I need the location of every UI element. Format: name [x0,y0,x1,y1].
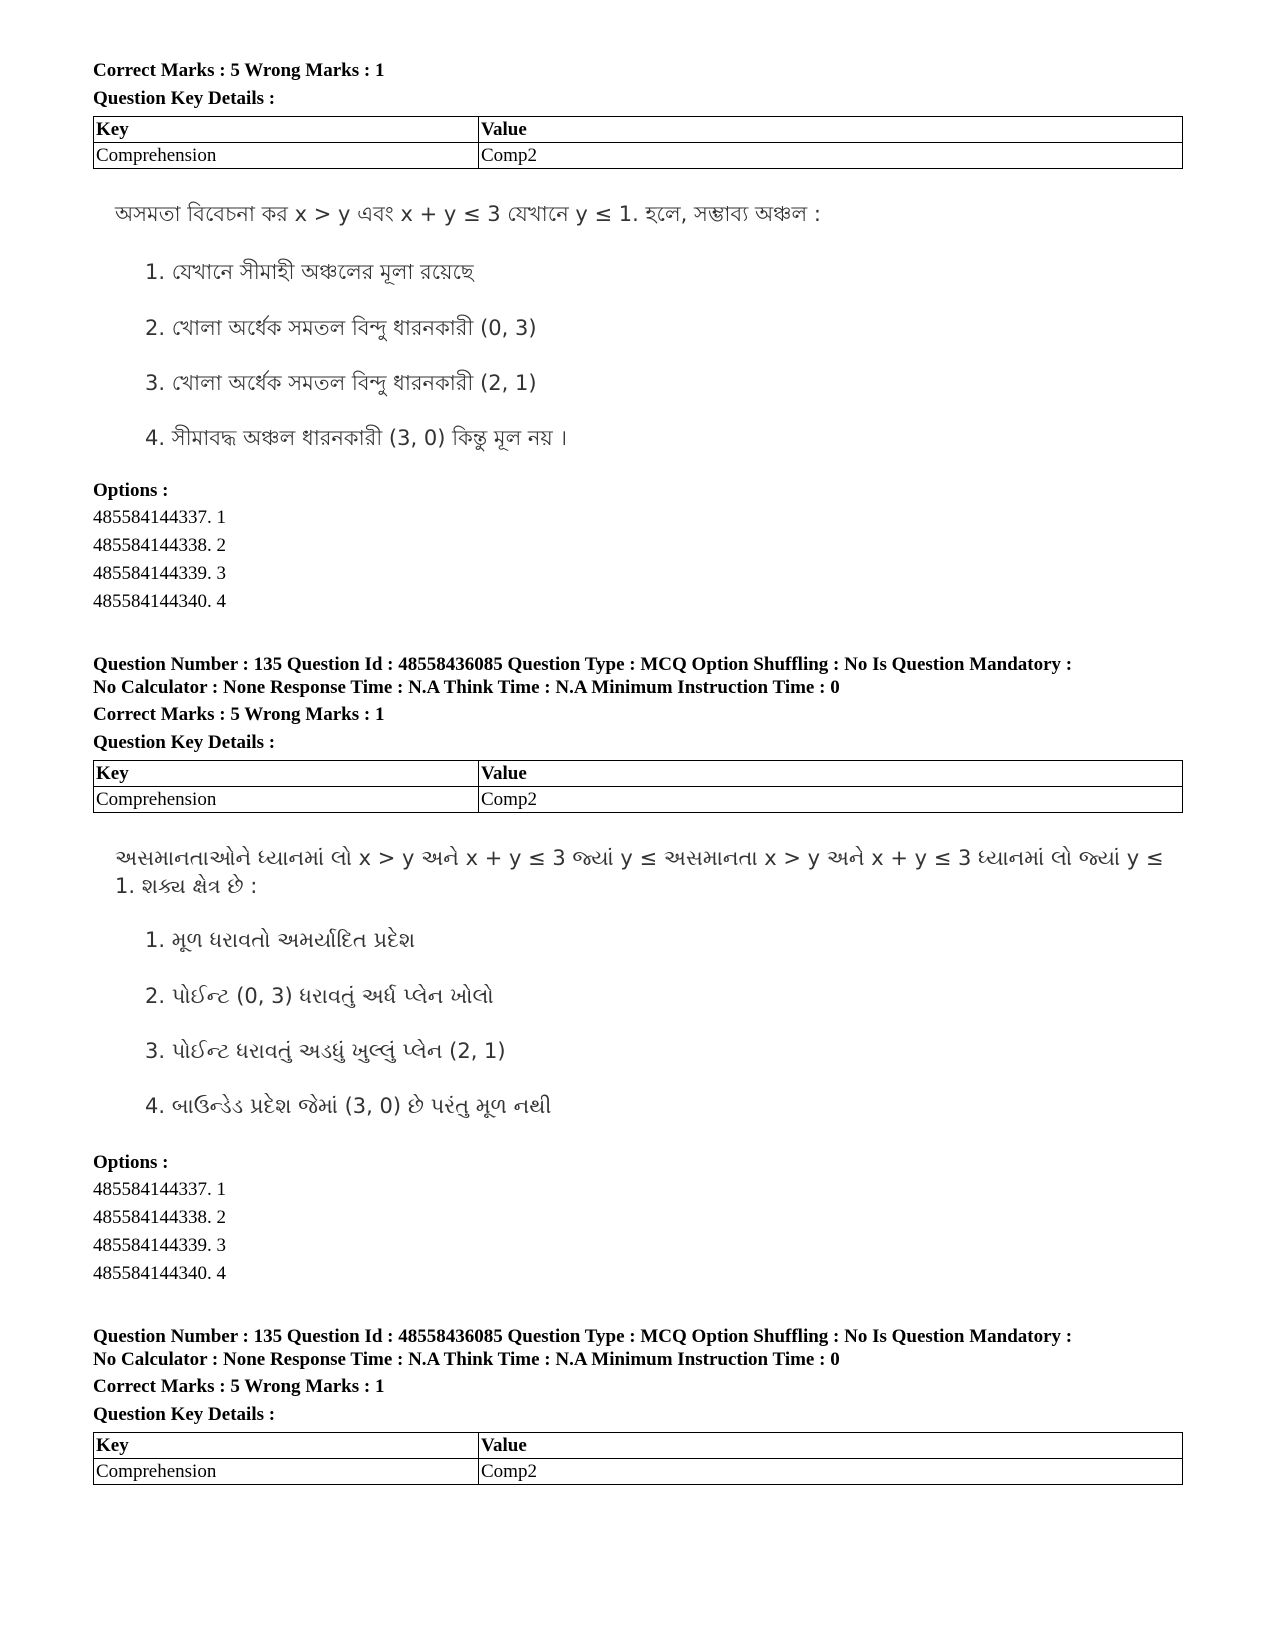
option-item: 485584144339. 3 [93,563,226,584]
question-header-line1: Question Number : 135 Question Id : 48558436085 Question Type : MCQ Option Shuffling : No Is Question Mandatory : [93,1326,1073,1347]
table-row [94,1459,1183,1485]
question-choice-item: 3. પોઈન્ટ ધરાવતું અડધું ખુલ્લું પ્લેન (2, 1) [145,1039,506,1063]
table-row [94,787,1183,813]
table-header-row [94,761,1183,787]
correct-wrong-marks: Correct Marks : 5 Wrong Marks : 1 [93,704,385,725]
question-choice-item: 1. મૂળ ધરાવતો અમર્યાદિત પ્રદેશ [145,928,416,952]
question-header-line1: Question Number : 135 Question Id : 48558436085 Question Type : MCQ Option Shuffling : No Is Question Mandatory : [93,654,1073,675]
question-image-gujarati [115,844,1175,1118]
question-choice-item: 2. પોઈન્ટ (0, 3) ધરાવતું અર્ધ પ્લેન ખોલો [145,984,494,1008]
table-cell-value: Comp2 [479,143,1183,169]
table-header-row [94,117,1183,143]
option-item: 485584144337. 1 [93,1179,226,1200]
option-item: 485584144340. 4 [93,591,226,612]
question-key-table [93,116,1183,169]
correct-wrong-marks: Correct Marks : 5 Wrong Marks : 1 [93,60,385,81]
question-stem: অসমতা বিবেচনা কর x > y এবং x + y ≤ 3 যেখানে y ≤ 1. হলে, সম্ভাব্য অঞ্চল : [115,202,821,226]
table-cell-key: Comprehension [94,143,479,169]
table-header-key: Key [94,761,479,787]
table-header-value: Value [479,1433,1183,1459]
correct-wrong-marks: Correct Marks : 5 Wrong Marks : 1 [93,1376,385,1397]
question-header-line2: No Calculator : None Response Time : N.A Think Time : N.A Minimum Instruction Time : 0 [93,1349,840,1370]
table-header-value: Value [479,761,1183,787]
question-image-bengali [115,200,1175,450]
table-row [94,143,1183,169]
options-label: Options : [93,480,169,501]
table-cell-key: Comprehension [94,787,479,813]
question-choice-item: 4. সীমাবদ্ধ অঞ্চল ধারনকারী (3, 0) কিন্তু মূল নয় । [145,426,567,450]
question-stem: અસમાનતાઓને ધ્યાનમાં લો x > y અને x + y ≤ 3 જ્યાં y ≤ અસમાનતા x > y અને x + y ≤ 3 ધ્યાનમાં લો જ્યાં y ≤ 1. શક્ય ક્ષેત્ર છે : [115,846,1164,898]
question-key-details-label: Question Key Details : [93,88,276,109]
question-choice-item: 1. যেখানে সীমাহী অঞ্চলের মূলা রয়েছে [145,260,474,284]
table-header-value: Value [479,117,1183,143]
question-key-details-label: Question Key Details : [93,1404,276,1425]
option-item: 485584144339. 3 [93,1235,226,1256]
question-choice-item: 4. બાઉન્ડેડ પ્રદેશ જેમાં (3, 0) છે પરંતુ મૂળ નથી [145,1094,552,1118]
table-cell-value: Comp2 [479,787,1183,813]
table-header-key: Key [94,1433,479,1459]
question-key-table [93,1432,1183,1485]
table-header-row [94,1433,1183,1459]
table-cell-value: Comp2 [479,1459,1183,1485]
question-choice-item: 2. খোলা অর্ধেক সমতল বিন্দু ধারনকারী (0, 3) [145,316,537,340]
options-label: Options : [93,1152,169,1173]
question-key-details-label: Question Key Details : [93,732,276,753]
question-key-table [93,760,1183,813]
table-cell-key: Comprehension [94,1459,479,1485]
option-item: 485584144340. 4 [93,1263,226,1284]
option-item: 485584144337. 1 [93,507,226,528]
option-item: 485584144338. 2 [93,1207,226,1228]
option-item: 485584144338. 2 [93,535,226,556]
question-choice-item: 3. খোলা অর্ধেক সমতল বিন্দু ধারনকারী (2, 1) [145,371,537,395]
table-header-key: Key [94,117,479,143]
question-header-line2: No Calculator : None Response Time : N.A Think Time : N.A Minimum Instruction Time : 0 [93,677,840,698]
